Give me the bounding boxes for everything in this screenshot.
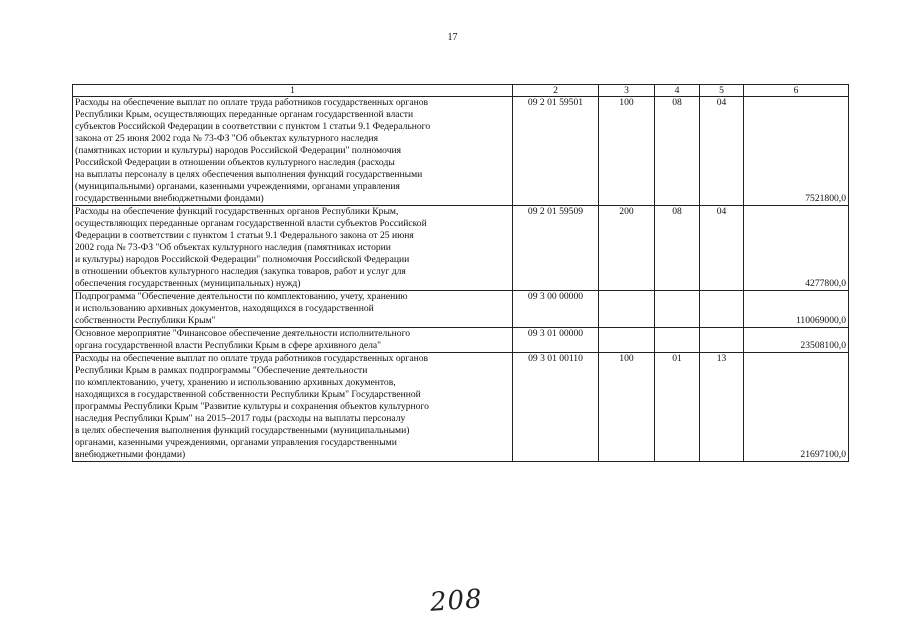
description-line: и использованию архивных документов, находящихся в государственной [75, 303, 374, 314]
column-header: 2 [513, 85, 599, 97]
description-line: обеспечения государственных (муниципальных) нужд) [75, 278, 301, 289]
page-number: 17 [447, 32, 458, 43]
amount-value: 4277800,0 [744, 206, 849, 291]
amount-value: 7521800,0 [744, 97, 849, 206]
description-line: Республики Крым в рамках подпрограммы "Обеспечение деятельности [75, 365, 368, 376]
expense-type-code [599, 291, 655, 328]
section-code: 08 [655, 97, 700, 206]
amount-value: 23508100,0 [744, 328, 849, 353]
description-line: (муниципальными) органами, казенными учреждениями, органами управления [75, 181, 400, 192]
budget-classification-code: 09 3 01 00000 [513, 328, 599, 353]
description-line: Республики Крым, осуществляющих переданные органам государственной власти [75, 109, 414, 120]
budget-classification-code: 09 3 01 00110 [513, 353, 599, 462]
table-row [73, 291, 849, 328]
description-line: программы Республики Крым "Развитие культуры и сохранения объектов культурного [75, 401, 429, 412]
description-line: по комплектованию, учету, хранению и использованию архивных документов, [75, 377, 396, 388]
amount-value: 21697100,0 [744, 353, 849, 462]
subsection-code [700, 291, 744, 328]
description-line: в целях обеспечения выполнения функций государственными (муниципальными) [75, 425, 410, 436]
description-line: закона от 25 июня 2002 года № 73-ФЗ "Об объектах культурного наследия [75, 133, 379, 144]
description-line: осуществляющих переданные органам государственной власти субъектов Российской [75, 218, 427, 229]
section-code [655, 291, 700, 328]
table-row [73, 97, 849, 206]
description-line: Расходы на обеспечение выплат по оплате труда работников государственных органов [75, 353, 429, 364]
description-line: Российской Федерации в отношении объектов культурного наследия (расходы [75, 157, 395, 168]
section-code [655, 328, 700, 353]
expense-type-code: 200 [599, 206, 655, 291]
row-description [73, 328, 513, 353]
subsection-code: 13 [700, 353, 744, 462]
description-line: на выплаты персоналу в целях обеспечения выполнения функций государственными [75, 169, 423, 180]
subsection-code [700, 328, 744, 353]
amount-value: 110069000,0 [744, 291, 849, 328]
budget-classification-code: 09 2 01 59509 [513, 206, 599, 291]
description-line: субъектов Российской Федерации в соответствии с пунктом 1 статьи 9.1 Федерального [75, 121, 431, 132]
section-code: 08 [655, 206, 700, 291]
subsection-code: 04 [700, 97, 744, 206]
description-line: внебюджетными фондами) [75, 449, 186, 460]
description-line: находящихся в государственной собственности Республики Крым" Государственной [75, 389, 421, 400]
budget-classification-code: 09 2 01 59501 [513, 97, 599, 206]
table-row [73, 353, 849, 462]
table-row [73, 206, 849, 291]
description-line: органа государственной власти Республики Крым в сфере архивного дела" [75, 340, 382, 351]
section-code: 01 [655, 353, 700, 462]
subsection-code: 04 [700, 206, 744, 291]
column-header: 5 [700, 85, 744, 97]
row-description [73, 291, 513, 328]
description-line: в отношении объектов культурного наследия (закупка товаров, работ и услуг для [75, 266, 406, 277]
column-header: 6 [744, 85, 849, 97]
description-line: Основное мероприятие "Финансовое обеспечение деятельности исполнительного [75, 328, 411, 339]
budget-table [72, 84, 849, 462]
description-line: (памятниках истории и культуры) народов Российской Федерации" полномочия [75, 145, 402, 156]
handwritten-page-number: 208 [429, 584, 484, 618]
description-line: государственными внебюджетными фондами) [75, 193, 264, 204]
expense-type-code: 100 [599, 97, 655, 206]
table-header-row [73, 85, 849, 97]
column-header: 3 [599, 85, 655, 97]
description-line: 2002 года № 73-ФЗ "Об объектах культурного наследия (памятниках истории [75, 242, 391, 253]
expense-type-code: 100 [599, 353, 655, 462]
description-line: и культуры) народов Российской Федерации" полномочия Российской Федерации [75, 254, 410, 265]
description-line: Подпрограмма "Обеспечение деятельности по комплектованию, учету, хранению [75, 291, 408, 302]
description-line: органами, казенными учреждениями, органами управления государственными [75, 437, 397, 448]
expense-type-code [599, 328, 655, 353]
description-line: Расходы на обеспечение функций государственных органов Республики Крым, [75, 206, 399, 217]
description-line: наследия Республики Крым" на 2015–2017 годы (расходы на выплаты персоналу [75, 413, 406, 424]
row-description [73, 206, 513, 291]
description-line: Федерации в соответствии с пунктом 1 статьи 9.1 Федерального закона от 25 июня [75, 230, 414, 241]
row-description [73, 353, 513, 462]
column-header: 1 [73, 85, 513, 97]
row-description [73, 97, 513, 206]
budget-classification-code: 09 3 00 00000 [513, 291, 599, 328]
table-row [73, 328, 849, 353]
column-header: 4 [655, 85, 700, 97]
description-line: Расходы на обеспечение выплат по оплате труда работников государственных органов [75, 97, 429, 108]
description-line: собственности Республики Крым" [75, 315, 216, 326]
